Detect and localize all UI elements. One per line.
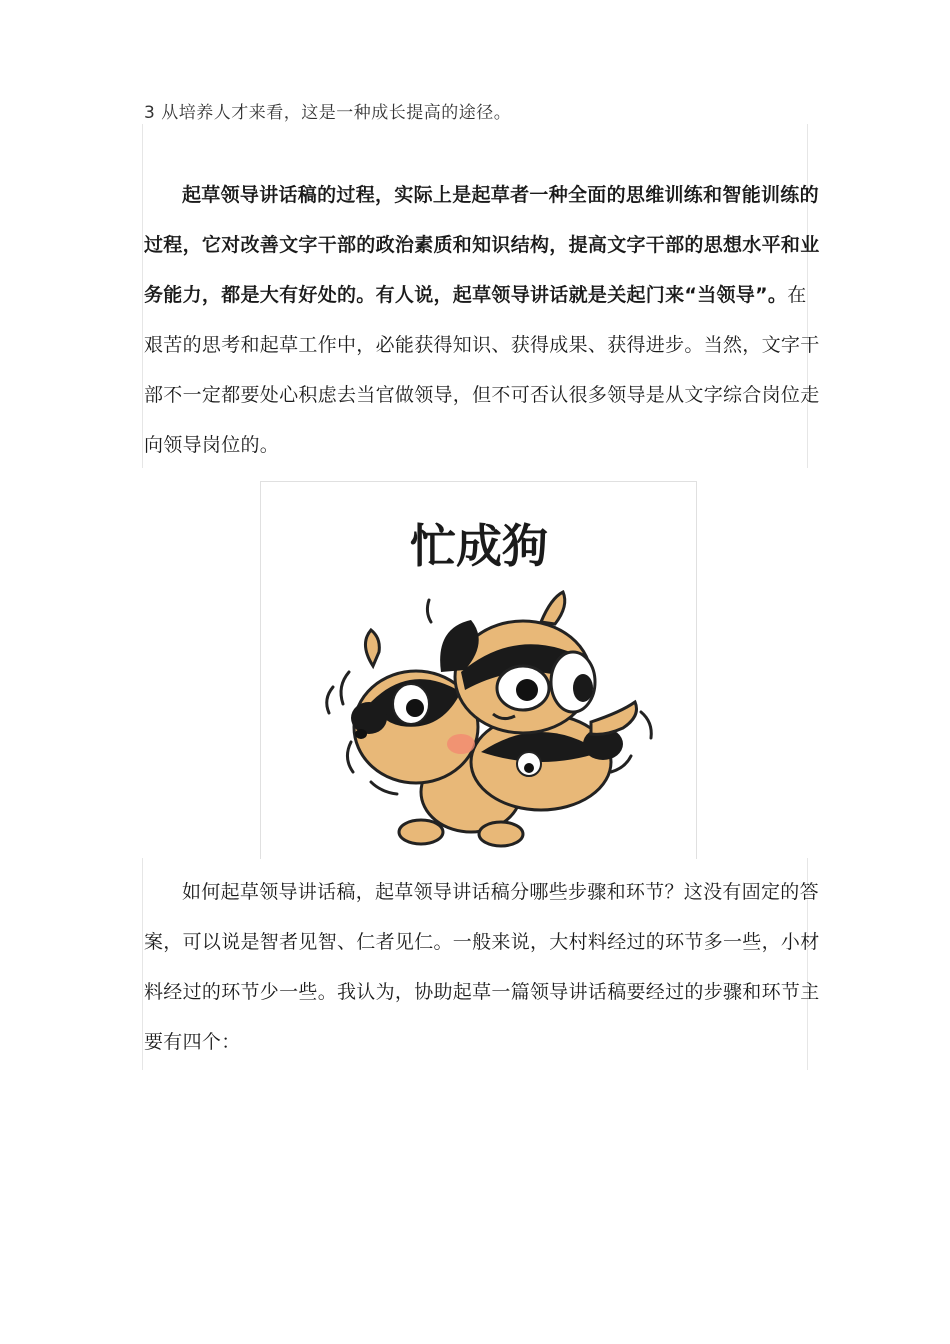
busy-dog-icon [261, 482, 697, 859]
paragraph-training [144, 170, 824, 470]
paragraph-normal-text: 在艰苦的思考和起草工作中，必能获得知识、获得成果、获得进步。当然，文字干部不一定都要处心积虑去当官做领导，但不可否认很多领导是从文字综合岗位走向领导岗位的。 [144, 284, 820, 456]
busy-dog-illustration [260, 481, 697, 859]
paragraph-steps-text: 如何起草领导讲话稿，起草领导讲话稿分哪些步骤和环节？这没有固定的答案，可以说是智者见智、仁者见仁。一般来说，大村料经过的环节多一些，小材料经过的环节少一些。我认为，协助起草一篇领导讲话稿要经过的步骤和环节主要有四个： [144, 881, 820, 1053]
paragraph-bold-text: 起草领导讲话稿的过程，实际上是起草者一种全面的思维训练和智能训练的过程，它对改善文字干部的政治素质和知识结构，提高文字干部的思想水平和业务能力，都是大有好处的。有人说，起草领导讲话就是关起门来“当领导”。 [144, 184, 820, 306]
paragraph-steps [144, 867, 824, 1067]
illustration-caption: 忙成狗 [410, 519, 548, 573]
section-heading: 3 从培养人才来看，这是一种成长提高的途径。 [144, 103, 512, 123]
